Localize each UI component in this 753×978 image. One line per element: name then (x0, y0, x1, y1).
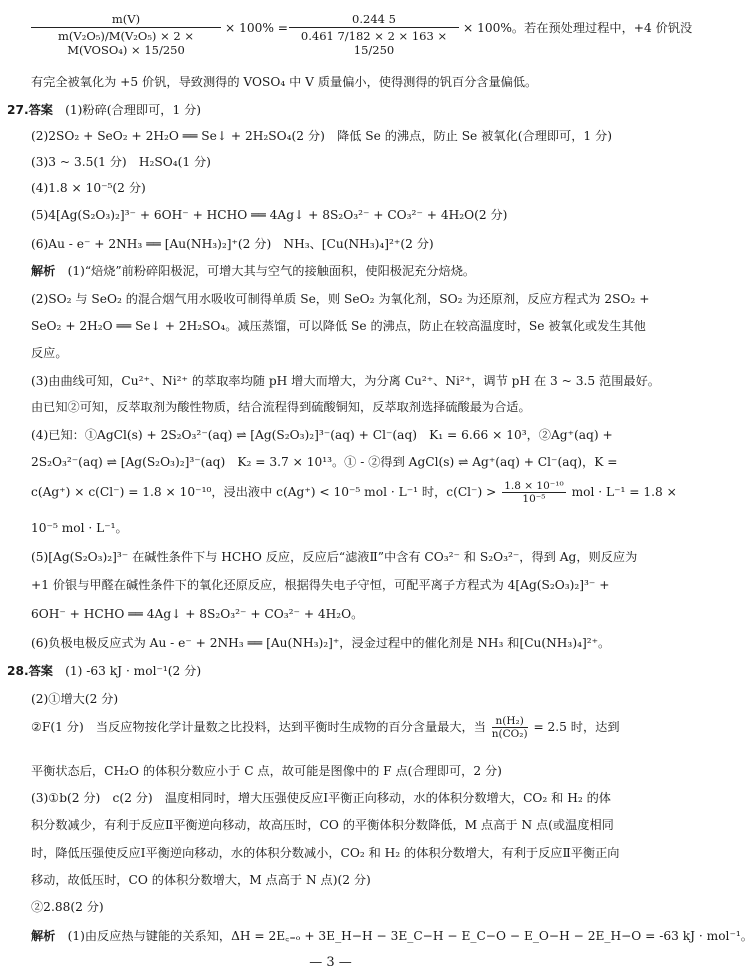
ksp-line-pre: c(Ag⁺) × c(Cl⁻) = 1.8 × 10⁻¹⁰，浸出液中 c(Ag⁺) < 10⁻⁵ mol · L⁻¹ 时，c(Cl⁻) > (31, 485, 497, 499)
analysis-27 (31, 263, 643, 279)
ksp-numerator: 1.8 × 10⁻¹⁰ (504, 480, 564, 492)
formula-right-fraction (289, 12, 459, 57)
ratio-numerator: n(H₂) (492, 715, 528, 728)
text-line: 平衡状态后，CH₂O 的体积分数应小于 C 点，故可能是图像中的 F 点(合理即可，2 分) (31, 764, 502, 778)
text-line: (6)负极电极反应式为 Au - e⁻ + 2NH₃ ══ [Au(NH₃)₂]⁺，浸金过程中的催化剂是 NH₃ 和[Cu(NH₃)₄]²⁺。 (31, 636, 611, 650)
text-line: ②2.88(2 分) (31, 900, 104, 914)
text-line: 2S₂O₃²⁻(aq) ⇌ [Ag(S₂O₃)₂]³⁻(aq) K₂ = 3.7 × 10¹³。① - ②得到 AgCl(s) ⇌ Ag⁺(aq) + Cl⁻(aq)，K = (31, 455, 618, 469)
text-line: 10⁻⁵ mol · L⁻¹。 (31, 521, 128, 535)
text-line: (6)Au - e⁻ + 2NH₃ ══ [Au(NH₃)₂]⁺(2 分) NH₃、[Cu(NH₃)₄]²⁺(2 分) (31, 237, 434, 251)
text-line: (2)2SO₂ + SeO₂ + 2H₂O ══ Se↓ + 2H₂SO₄(2 分) 降低 Se 的沸点，防止 Se 被氧化(合理即可，1 分) (31, 129, 612, 143)
answer-label: 答案 (28, 664, 53, 678)
text-line: 时，降低压强使反应Ⅰ平衡逆向移动，水的体积分数减小，CO₂ 和 H₂ 的体积分数增大，有利于反应Ⅱ平衡正向 (31, 846, 620, 860)
ratio-line-post: = 2.5 时，达到 (533, 720, 620, 734)
ksp-line-post: mol · L⁻¹ = 1.8 × (571, 485, 677, 499)
question-number: 28. (7, 664, 29, 678)
text-line: SeO₂ + 2H₂O ══ Se↓ + 2H₂SO₄。减压蒸馏，可以降低 Se 的沸点，防止在较高温度时，Se 被氧化或发生其他 (31, 319, 646, 333)
vanadium-formula (31, 8, 693, 64)
page-number: — 3 — (309, 955, 352, 970)
answer-label: 答案 (28, 103, 53, 117)
analysis-text: (1)“焙烧”前粉碎阳极泥，可增大其与空气的接触面积，使阳极泥充分焙烧。 (67, 264, 476, 278)
text-line: (2)①增大(2 分) (31, 692, 119, 706)
question-number: 27. (7, 103, 29, 117)
ratio-fraction (492, 715, 528, 740)
text-line: 移动，故低压时，CO 的体积分数增大，M 点高于 N 点)(2 分) (31, 873, 371, 887)
ratio-line (31, 715, 643, 740)
text-line: (3)①b(2 分) c(2 分) 温度相同时，增大压强使反应Ⅰ平衡正向移动，水的体积分数增大，CO₂ 和 H₂ 的体 (31, 791, 611, 805)
answer-text: (1)粉碎(合理即可，1 分) (65, 103, 202, 117)
ksp-denominator: 10⁻⁵ (522, 493, 546, 505)
text-line: 有完全被氧化为 +5 价钒，导致测得的 VOSO₄ 中 V 质量偏小，使得测得的钒百分含量偏低。 (31, 75, 538, 89)
formula-right-numerator: 0.244 5 (289, 12, 459, 28)
text-line: (2)SO₂ 与 SeO₂ 的混合烟气用水吸收可制得单质 Se，则 SeO₂ 为氧化剂，SO₂ 为还原剂，反应方程式为 2SO₂ + (31, 292, 650, 306)
text-line: (4)已知：①AgCl(s) + 2S₂O₃²⁻(aq) ⇌ [Ag(S₂O₃)₂]³⁻(aq) + Cl⁻(aq) K₁ = 6.66 × 10³，②Ag⁺(aq) + (31, 428, 613, 442)
ratio-line-pre: ②F(1 分) 当反应物按化学计量数之比投料，达到平衡时生成物的百分含量最大，当 (31, 720, 486, 734)
question-27-answer (7, 102, 643, 118)
ksp-fraction (502, 480, 566, 505)
text-line: (5)[Ag(S₂O₃)₂]³⁻ 在碱性条件下与 HCHO 反应，反应后“滤液Ⅱ”中含有 CO₃²⁻ 和 S₂O₃²⁻，得到 Ag，则反应为 (31, 550, 638, 564)
formula-right-denominator: 0.461 7/182 × 2 × 163 × 15/250 (300, 29, 448, 57)
formula-left-denominator: m(V₂O₅)/M(V₂O₅) × 2 × M(VOSO₄) × 15/250 (58, 29, 194, 57)
analysis-text: (1)由反应热与键能的关系知，ΔH = 2E꜀₌ₒ + 3E_H−H − 3E_C−H − E_C−O − E_O−H − 2E_H−O = -63 kJ · mol⁻¹。 (67, 929, 753, 943)
formula-left-fraction (31, 12, 221, 57)
ksp-line (31, 480, 677, 505)
analysis-label: 解析 (31, 929, 56, 943)
question-28-answer (7, 663, 643, 679)
text-line: 反应。 (31, 346, 68, 360)
ratio-denominator: n(CO₂) (491, 728, 528, 740)
text-line: (5)4[Ag(S₂O₃)₂]³⁻ + 6OH⁻ + HCHO ══ 4Ag↓ + 8S₂O₃²⁻ + CO₃²⁻ + 4H₂O(2 分) (31, 208, 508, 222)
formula-left-tail: × 100% = (225, 21, 289, 35)
text-line: 积分数减少，有利于反应Ⅱ平衡逆向移动，故高压时，CO 的平衡体积分数降低，M 点高于 N 点(或温度相同 (31, 818, 614, 832)
text-line: +1 价银与甲醛在碱性条件下的氧化还原反应，根据得失电子守恒，可配平离子方程式为 4[Ag(S₂O₃)₂]³⁻ + (31, 578, 610, 592)
text-line: 6OH⁻ + HCHO ══ 4Ag↓ + 8S₂O₃²⁻ + CO₃²⁻ + 4H₂O。 (31, 607, 364, 621)
answer-text: (1) -63 kJ · mol⁻¹(2 分) (65, 664, 202, 678)
text-line: 由已知②可知，反萃取剂为酸性物质，结合流程得到硫酸铜知，反萃取剂选择硫酸最为合适。 (31, 400, 531, 414)
formula-right-tail: × 100%。若在预处理过程中，+4 价钒没 (463, 21, 693, 35)
text-line: (4)1.8 × 10⁻⁵(2 分) (31, 181, 146, 195)
text-line: (3)3 ~ 3.5(1 分) H₂SO₄(1 分) (31, 155, 211, 169)
formula-left-numerator: m(V) (31, 12, 221, 28)
analysis-label: 解析 (31, 264, 56, 278)
text-line: (3)由曲线可知，Cu²⁺、Ni²⁺ 的萃取率均随 pH 增大而增大，为分离 Cu²⁺、Ni²⁺，调节 pH 在 3 ~ 3.5 范围最好。 (31, 374, 660, 388)
analysis-28 (31, 928, 753, 944)
